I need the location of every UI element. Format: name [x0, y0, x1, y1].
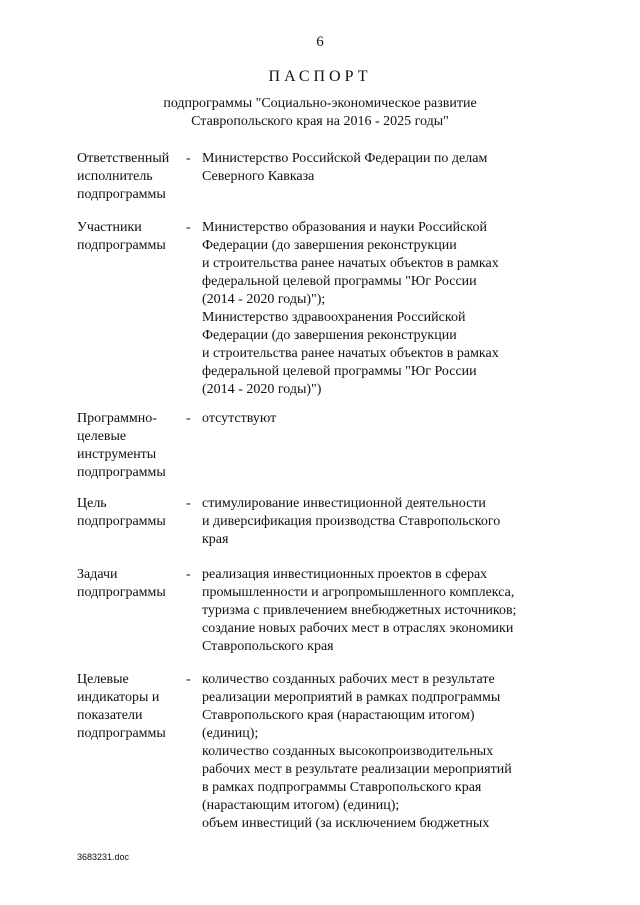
- text-line: Министерство образования и науки Российской: [202, 220, 487, 235]
- label-line: подпрограммы: [77, 238, 166, 253]
- label-line: Цель: [77, 496, 107, 511]
- label-line: показатели: [77, 708, 143, 723]
- row-dash: -: [186, 672, 191, 687]
- label-line: подпрограммы: [77, 514, 166, 529]
- row-label: [77, 410, 187, 482]
- row-dash: -: [186, 151, 191, 166]
- row-label: [77, 566, 187, 602]
- text-line: федеральной целевой программы "Юг России: [202, 274, 477, 289]
- label-line: Задачи: [77, 567, 118, 582]
- label-line: целевые: [77, 429, 127, 444]
- text-line: рабочих мест в результате реализации мероприятий: [202, 762, 512, 777]
- label-line: подпрограммы: [77, 187, 166, 202]
- label-line: подпрограммы: [77, 726, 166, 741]
- label-line: Участники: [77, 220, 142, 235]
- text-line: Федерации (до завершения реконструкции: [202, 328, 457, 343]
- text-line: количество созданных рабочих мест в результате: [202, 672, 495, 687]
- row-text: [202, 495, 602, 549]
- text-line: объем инвестиций (за исключением бюджетных: [202, 816, 490, 831]
- row-dash: -: [186, 411, 191, 426]
- text-line: Федерации (до завершения реконструкции: [202, 238, 457, 253]
- label-line: Ответственный: [77, 151, 170, 166]
- text-line: в рамках подпрограммы Ставропольского края: [202, 780, 482, 795]
- label-line: подпрограммы: [77, 585, 166, 600]
- text-line: стимулирование инвестиционной деятельности: [202, 496, 486, 511]
- row-label: [77, 495, 187, 531]
- text-line: количество созданных высокопроизводительных: [202, 744, 494, 759]
- page-number: 6: [316, 34, 324, 50]
- row-dash: -: [186, 567, 191, 582]
- text-line: (единиц);: [202, 726, 259, 741]
- row-label: [77, 219, 187, 255]
- document-subtitle: [60, 95, 580, 131]
- label-line: Программно-: [77, 411, 157, 426]
- text-line: и диверсификация производства Ставропольского: [202, 514, 501, 529]
- label-line: индикаторы и: [77, 690, 160, 705]
- text-line: реализация инвестиционных проектов в сферах: [202, 567, 488, 582]
- row-text: [202, 150, 602, 186]
- row-text: [202, 219, 602, 399]
- text-line: создание новых рабочих мест в отраслях экономики: [202, 621, 514, 636]
- text-line: Министерство Российской Федерации по делам: [202, 151, 488, 166]
- row-dash: -: [186, 220, 191, 235]
- text-line: края: [202, 532, 229, 547]
- subtitle-line: Ставропольского края на 2016 - 2025 годы": [191, 114, 449, 129]
- document-title: ПАСПОРТ: [268, 68, 372, 85]
- row-label: [77, 150, 187, 204]
- text-line: промышленности и агропромышленного комплекса,: [202, 585, 515, 600]
- subtitle-line: подпрограммы "Социально-экономическое развитие: [163, 96, 477, 111]
- label-line: Целевые: [77, 672, 129, 687]
- label-line: инструменты: [77, 447, 157, 462]
- text-line: отсутствуют: [202, 411, 277, 426]
- row-text: [202, 410, 602, 428]
- text-line: Северного Кавказа: [202, 169, 315, 184]
- row-dash: -: [186, 496, 191, 511]
- text-line: (2014 - 2020 годы)");: [202, 292, 326, 307]
- label-line: подпрограммы: [77, 465, 166, 480]
- text-line: туризма с привлечением внебюджетных источников;: [202, 603, 517, 618]
- text-line: и строительства ранее начатых объектов в рамках: [202, 256, 499, 271]
- text-line: Ставропольского края: [202, 639, 334, 654]
- text-line: Ставропольского края (нарастающим итогом): [202, 708, 475, 723]
- row-text: [202, 566, 602, 656]
- text-line: федеральной целевой программы "Юг России: [202, 364, 477, 379]
- text-line: реализации мероприятий в рамках подпрограммы: [202, 690, 501, 705]
- label-line: исполнитель: [77, 169, 153, 184]
- row-text: [202, 671, 602, 833]
- row-label: [77, 671, 187, 743]
- text-line: и строительства ранее начатых объектов в рамках: [202, 346, 499, 361]
- text-line: (2014 - 2020 годы)"): [202, 382, 322, 397]
- text-line: Министерство здравоохранения Российской: [202, 310, 466, 325]
- text-line: (нарастающим итогом) (единиц);: [202, 798, 400, 813]
- file-name-footer: 3683231.doc: [77, 852, 130, 862]
